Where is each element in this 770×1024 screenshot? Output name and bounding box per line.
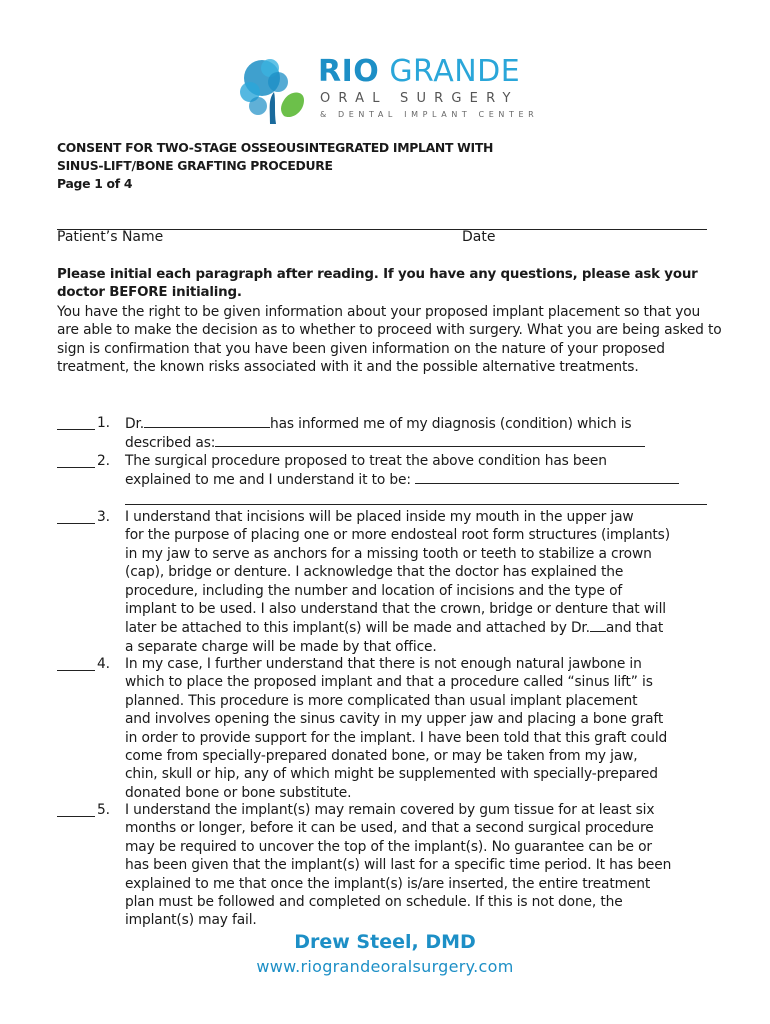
logo-title-rio: RIO xyxy=(318,54,380,89)
item-number-1: 1. xyxy=(97,415,110,431)
item-3-line-7b: and that xyxy=(605,620,664,637)
item-3-line-6: implant to be used. I also understand that the crown, bridge or denture that will xyxy=(125,601,666,618)
item-3-line-7 xyxy=(125,618,715,637)
item-4-line-1: In my case, I further understand that there is not enough natural jawbone in xyxy=(125,656,642,672)
title-line-1: CONSENT FOR TWO-STAGE OSSEOUSINTEGRATED IMPLANT WITH xyxy=(57,140,494,155)
item-1-described: described as: xyxy=(125,435,216,452)
intro-paragraph: You have the right to be given information about your proposed implant placement so that you are able to make the decision as to whether to proceed with surgery. What you are being asked to sign is confirmation that you have been given information on the nature of your proposed treatment, the known risks associated with it and the possible alternative treatments. xyxy=(57,304,722,376)
website-link[interactable]: www.riograndeoralsurgery.com xyxy=(256,957,514,976)
patient-name-label: Patient’s Name xyxy=(57,229,164,245)
tree-logo-icon xyxy=(240,56,308,124)
initial-blank-3[interactable] xyxy=(57,508,95,524)
procedure-field[interactable] xyxy=(415,470,679,484)
procedure-field-continued[interactable] xyxy=(125,504,707,505)
item-2-line-1: The surgical procedure proposed to treat the above condition has been xyxy=(125,453,607,469)
item-5-line-6: plan must be followed and completed on schedule. If this is not done, the xyxy=(125,894,623,911)
logo-subtitle: ORAL SURGERY xyxy=(320,91,519,106)
item-1-dr: Dr. xyxy=(125,416,144,432)
initial-blank-1[interactable] xyxy=(57,414,95,430)
item-number-4: 4. xyxy=(97,656,110,672)
item-body-1 xyxy=(125,414,715,453)
date-label: Date xyxy=(462,229,496,245)
initial-blank-5[interactable] xyxy=(57,801,95,817)
item-body-5 xyxy=(125,801,715,930)
logo-title-grande: GRANDE xyxy=(389,54,521,89)
title-line-2: SINUS-LIFT/BONE GRAFTING PROCEDURE xyxy=(57,158,333,173)
item-number-5: 5. xyxy=(97,802,110,818)
item-5-line-7: implant(s) may fail. xyxy=(125,912,257,929)
item-number-3: 3. xyxy=(97,509,110,525)
item-4-line-6: come from specially-prepared donated bone, or may be taken from my jaw, xyxy=(125,748,638,765)
item-5-line-3: may be required to uncover the top of the implant(s). No guarantee can be or xyxy=(125,838,652,855)
item-3-line-7a: later be attached to this implant(s) will be made and attached by Dr. xyxy=(125,620,590,637)
page-number: Page 1 of 4 xyxy=(57,176,133,191)
doctor-name-footer: Drew Steel, DMD xyxy=(294,931,476,953)
item-body-4 xyxy=(125,655,715,802)
initial-instructions: Please initial each paragraph after reading. If you have any questions, please ask your doctor BEFORE initialing. xyxy=(57,267,698,300)
item-5-line-4: has been given that the implant(s) will last for a specific time period. It has been xyxy=(125,857,672,874)
diagnosis-field[interactable] xyxy=(215,433,645,447)
logo-title xyxy=(318,54,520,90)
item-4-line-2: which to place the proposed implant and that a procedure called “sinus lift” is xyxy=(125,674,653,691)
item-4-line-4: and involves opening the sinus cavity in my upper jaw and placing a bone graft xyxy=(125,711,664,728)
item-5-line-1: I understand the implant(s) may remain covered by gum tissue for at least six xyxy=(125,802,655,818)
item-1-line-1 xyxy=(125,414,715,433)
document-title xyxy=(57,139,493,193)
item-3-line-5: procedure, including the number and location of incisions and the type of xyxy=(125,582,623,599)
logo-tagline: & DENTAL IMPLANT CENTER xyxy=(320,110,539,119)
item-number-2: 2. xyxy=(97,453,110,469)
item-3-line-1: I understand that incisions will be placed inside my mouth in the upper jaw xyxy=(125,509,634,525)
item-3-line-3: in my jaw to serve as anchors for a missing tooth or teeth to stabilize a crown xyxy=(125,545,652,562)
initial-blank-2[interactable] xyxy=(57,452,95,468)
initial-blank-4[interactable] xyxy=(57,655,95,671)
item-4-line-7: chin, skull or hip, any of which might be supplemented with specially-prepared xyxy=(125,766,658,783)
item-5-line-5: explained to me that once the implant(s) is/are inserted, the entire treatment xyxy=(125,875,651,892)
item-4-line-8: donated bone or bone substitute. xyxy=(125,784,352,801)
item-3-line-8: a separate charge will be made by that office. xyxy=(125,638,437,655)
item-4-line-5: in order to provide support for the implant. I have been told that this graft could xyxy=(125,729,668,746)
item-2-line-2 xyxy=(125,470,715,489)
item-3-line-2: for the purpose of placing one or more endosteal root form structures (implants) xyxy=(125,527,670,544)
item-2-text: explained to me and I understand it to be: xyxy=(125,472,411,489)
rio-grande-logo xyxy=(240,56,540,124)
item-body-2 xyxy=(125,452,715,490)
item-4-line-3: planned. This procedure is more complicated than usual implant placement xyxy=(125,692,638,709)
item-body-3 xyxy=(125,508,715,656)
item-3-line-4: (cap), bridge or denture. I acknowledge that the doctor has explained the xyxy=(125,564,624,581)
doctor-name-field[interactable] xyxy=(144,414,270,428)
attaching-doctor-field[interactable] xyxy=(590,618,606,632)
item-1-text: has informed me of my diagnosis (condition) which is xyxy=(269,416,632,432)
item-5-line-2: months or longer, before it can be used, and that a second surgical procedure xyxy=(125,820,654,837)
item-1-line-2 xyxy=(125,433,715,452)
